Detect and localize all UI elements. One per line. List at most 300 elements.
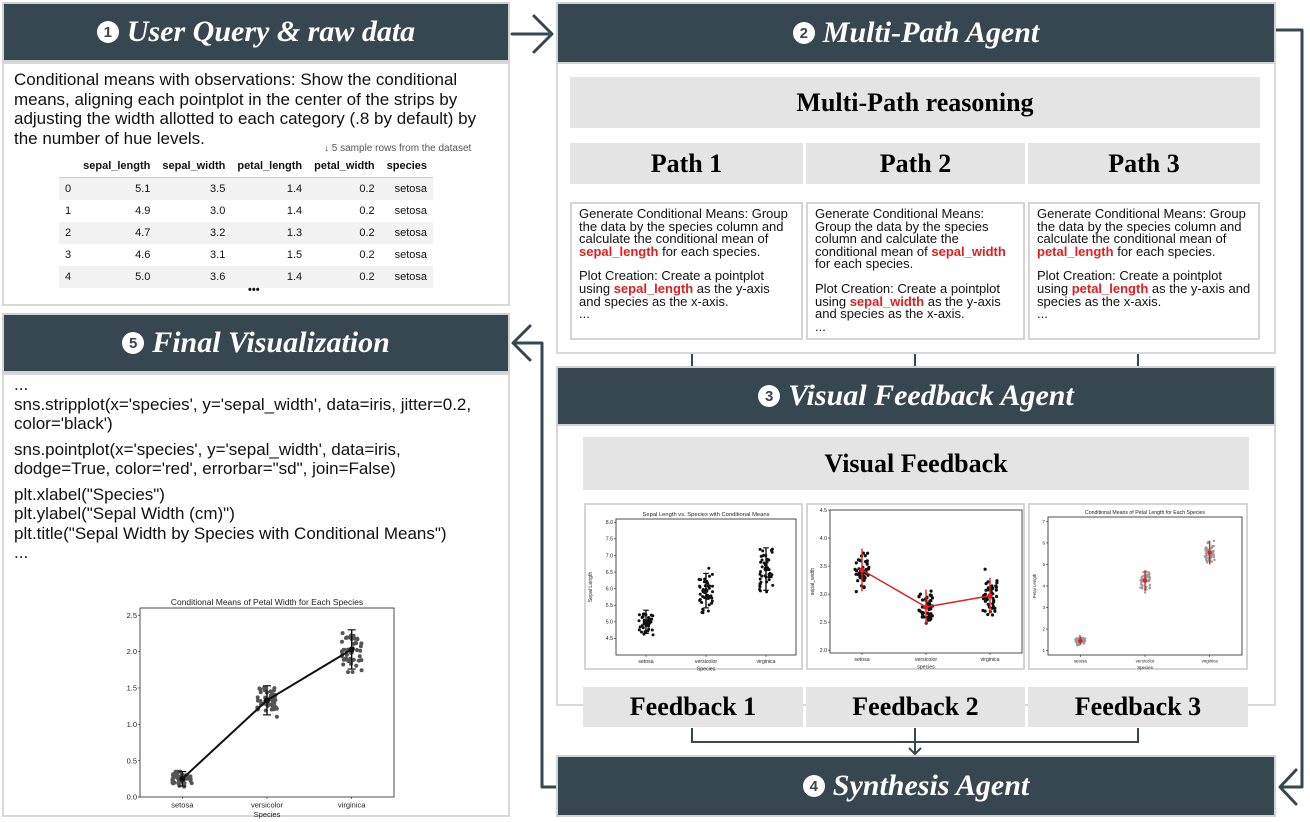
observation-point — [1139, 579, 1141, 581]
path-2-description — [806, 202, 1025, 340]
observation-point — [638, 613, 641, 616]
observation-point — [865, 568, 868, 571]
chart-title: Sepal Length vs. Species with Conditional Means — [642, 512, 770, 518]
observation-point — [708, 603, 711, 606]
x-tick-label: setosa — [171, 800, 194, 810]
variable-highlight: petal_length — [1037, 243, 1114, 259]
mean-point — [1143, 578, 1147, 582]
table-cell: 5.0 — [77, 266, 156, 288]
observation-point — [863, 586, 866, 589]
observation-point — [759, 578, 762, 581]
observation-point — [1213, 540, 1215, 542]
mean-point — [1078, 639, 1082, 643]
observation-point — [707, 610, 710, 613]
observation-point — [855, 590, 858, 593]
observation-point — [171, 781, 175, 785]
observation-point — [1140, 581, 1142, 583]
y-tick-label: 6.5 — [605, 569, 613, 576]
observation-point — [857, 558, 860, 561]
path-text: as the y-axis and species as the x-axis. — [579, 280, 770, 309]
observation-point — [710, 594, 713, 597]
observation-point — [358, 649, 362, 653]
observation-point — [642, 615, 645, 618]
observation-point — [638, 619, 641, 622]
code-line: plt.xlabel("Species") plt.ylabel("Sepal Width (cm)") plt.title("Sepal Width by Species with Conditional Means") ... — [14, 484, 447, 562]
observation-point — [866, 563, 869, 566]
observation-point — [344, 636, 348, 640]
table-cell: 3.6 — [156, 266, 231, 288]
observation-point — [353, 637, 357, 641]
table-row — [59, 222, 433, 244]
observation-point — [358, 654, 362, 658]
y-tick-label: 7.0 — [605, 553, 613, 560]
observation-point — [340, 649, 344, 653]
table-cell: 0.2 — [359, 249, 375, 261]
observation-point — [708, 587, 711, 590]
variable-highlight: sepal_length — [579, 243, 659, 259]
observation-point — [1204, 547, 1206, 549]
mean-point — [644, 619, 649, 624]
observation-point — [864, 554, 867, 557]
x-tick-label: virginica — [980, 657, 1000, 664]
observation-point — [711, 573, 714, 576]
observation-point — [866, 552, 869, 555]
query-header — [2, 2, 510, 62]
observation-point — [640, 631, 643, 634]
x-tick-label: versicolor — [914, 657, 938, 664]
x-tick-label: virginica — [756, 659, 776, 666]
table-cell: 4 — [59, 266, 77, 288]
table-cell: 4.9 — [135, 205, 151, 217]
code-line: sns.stripplot(x='species', y='sepal_width', data=iris, jitter=0.2, color='black') — [14, 394, 472, 433]
variable-highlight: sepal_length — [613, 280, 694, 296]
observation-point — [984, 568, 987, 571]
table-cell: 3.1 — [210, 249, 226, 261]
mean-point — [764, 567, 769, 572]
y-tick-label: 2 — [1042, 626, 1045, 632]
path-text: Plot Creation: Create a pointplot using — [815, 280, 1000, 309]
multipath-header — [556, 2, 1276, 64]
x-axis-label: species — [917, 664, 935, 671]
observation-point — [1079, 635, 1081, 637]
table-cell: 3 — [65, 249, 72, 261]
observation-point — [1213, 545, 1215, 547]
observation-point — [856, 579, 859, 582]
y-tick-label: 2.0 — [819, 648, 827, 655]
mean-point — [859, 567, 864, 572]
table-cell: setosa — [381, 178, 433, 201]
table-cell: 4.7 — [77, 222, 156, 244]
observation-point — [270, 708, 274, 712]
observation-point — [1211, 560, 1213, 562]
visual-feedback-box: Visual Feedback — [583, 437, 1249, 490]
path-text: for each species. — [1117, 243, 1216, 259]
table-cell: 3.5 — [156, 178, 231, 201]
x-tick-label: setosa — [638, 659, 654, 666]
final-chart — [108, 585, 398, 817]
observation-point — [1077, 644, 1079, 646]
y-tick-label: 6 — [1042, 540, 1045, 546]
path-text: Plot Creation: Create a pointplot using — [579, 268, 764, 296]
observation-point — [758, 582, 761, 585]
x-axis-label: Species — [1137, 664, 1153, 670]
observation-point — [699, 578, 702, 581]
path-text: as the y-axis and species as the x-axis. — [815, 293, 1001, 322]
y-tick-label: 5.0 — [605, 619, 613, 626]
sample-table — [59, 155, 433, 288]
observation-point — [770, 549, 773, 552]
mean-point — [987, 593, 992, 598]
observation-point — [707, 597, 710, 600]
badge-5: 5 — [122, 332, 144, 354]
table-cell: 3.2 — [156, 222, 231, 244]
y-tick-label: 3.0 — [819, 591, 827, 598]
observation-point — [348, 636, 352, 640]
multipath-reasoning-box: Multi-Path reasoning — [570, 77, 1260, 128]
y-tick-label: 1.5 — [126, 683, 137, 693]
table-cell: 3.0 — [210, 205, 226, 217]
observation-point — [357, 659, 361, 663]
observation-point — [863, 576, 866, 579]
observation-point — [917, 609, 920, 612]
y-axis-label: sepal_width — [810, 567, 816, 596]
observation-point — [921, 598, 924, 601]
observation-point — [855, 569, 858, 572]
observation-point — [699, 586, 702, 589]
path-text: Generate Conditional Means: Group the data by the species column and calculate the conditional mean of — [1037, 206, 1246, 247]
table-cell: 0.2 — [308, 222, 381, 244]
mean-point — [264, 697, 270, 703]
observation-point — [927, 613, 930, 616]
observation-point — [1141, 585, 1143, 587]
observation-point — [707, 567, 710, 570]
y-tick-label: 0.5 — [126, 756, 137, 766]
y-tick-label: 5 — [1042, 561, 1045, 567]
final-title: Final Visualization — [152, 326, 390, 359]
observation-point — [1146, 571, 1148, 573]
table-column-header: sepal_length — [77, 155, 156, 178]
observation-point — [758, 588, 761, 591]
observation-point — [929, 593, 932, 596]
observation-point — [652, 633, 655, 636]
table-ellipsis: ••• — [248, 284, 260, 296]
observation-point — [271, 700, 275, 704]
sample-note: ↓ 5 sample rows from the dataset — [324, 143, 472, 154]
table-header-row — [59, 155, 433, 178]
observation-point — [190, 781, 194, 785]
table-cell: setosa — [381, 222, 433, 244]
observation-point — [699, 593, 702, 596]
y-tick-label: 2.5 — [126, 610, 137, 620]
observation-point — [759, 561, 762, 564]
observation-point — [340, 640, 344, 644]
observation-point — [919, 593, 922, 596]
observation-point — [177, 782, 181, 786]
observation-point — [701, 611, 704, 614]
observation-point — [1147, 575, 1149, 577]
x-tick-label: setosa — [1073, 658, 1087, 664]
table-cell: 1.4 — [231, 178, 308, 201]
observation-point — [928, 618, 931, 621]
feedback-2-label: Feedback 2 — [806, 687, 1025, 727]
observation-point — [1148, 580, 1150, 582]
observation-point — [341, 663, 345, 667]
observation-point — [992, 599, 995, 602]
observation-point — [711, 600, 714, 603]
mean-point — [349, 646, 355, 652]
observation-point — [854, 573, 857, 576]
badge-3: 3 — [758, 385, 780, 407]
observation-point — [275, 715, 279, 719]
synthesis-title: Synthesis Agent — [832, 769, 1030, 802]
observation-point — [711, 585, 714, 588]
observation-point — [928, 599, 931, 602]
observation-point — [647, 616, 650, 619]
badge-4: 4 — [803, 775, 825, 797]
y-tick-label: 8.0 — [605, 520, 613, 527]
observation-point — [759, 548, 762, 551]
observation-point — [771, 584, 774, 587]
variable-highlight: sepal_width — [849, 293, 925, 309]
table-cell: setosa — [394, 249, 428, 261]
y-tick-label: 3.5 — [819, 563, 827, 570]
path-1-label: Path 1 — [570, 143, 803, 184]
observation-point — [995, 595, 998, 598]
y-tick-label: 4.0 — [819, 535, 827, 542]
observation-point — [1083, 642, 1085, 644]
observation-point — [759, 585, 762, 588]
x-tick-label: versicolor — [250, 800, 284, 810]
observation-point — [986, 580, 989, 583]
badge-2: 2 — [793, 22, 815, 44]
feedback-chart-3 — [1030, 505, 1246, 668]
variable-highlight: petal_length — [1071, 280, 1149, 296]
path-text: Generate Conditional Means: Group the data by the species column and calculate the conditional mean of — [815, 206, 989, 259]
mean-point — [704, 588, 709, 593]
query-panel — [2, 62, 510, 306]
table-cell: 0.2 — [308, 266, 381, 288]
table-row — [59, 244, 433, 266]
observation-point — [642, 626, 645, 629]
table-cell: 4.6 — [135, 249, 151, 261]
observation-point — [984, 610, 987, 613]
observation-point — [1144, 591, 1146, 593]
feedback-3-label: Feedback 3 — [1028, 687, 1248, 727]
variable-highlight: sepal_width — [931, 243, 1006, 259]
table-cell: 1.3 — [231, 222, 308, 244]
observation-point — [651, 629, 654, 632]
y-tick-label: 2.0 — [126, 647, 137, 657]
observation-point — [1149, 584, 1151, 586]
observation-point — [1075, 640, 1077, 642]
observation-point — [259, 690, 263, 694]
table-cell: 0.2 — [359, 205, 375, 217]
y-tick-label: 1.0 — [126, 719, 137, 729]
observation-point — [995, 589, 998, 592]
y-tick-label: 7.5 — [605, 536, 613, 543]
observation-point — [274, 705, 278, 709]
observation-point — [256, 695, 260, 699]
table-cell: 5.1 — [77, 178, 156, 201]
observation-point — [648, 620, 651, 623]
observation-point — [1148, 573, 1150, 575]
observation-point — [759, 570, 762, 573]
feedback-chart-1 — [586, 505, 801, 673]
x-tick-label: setosa — [854, 657, 870, 664]
table-cell: setosa — [394, 205, 428, 217]
table-cell: 0.2 — [308, 178, 381, 201]
observation-point — [360, 668, 364, 672]
table-cell: 1.4 — [286, 205, 303, 217]
query-text: Conditional means with observations: Show the conditional means, aligning each pointplot in the center of the strips by adjusting the width allotted to each category (.8 by default) by the number of hue levels. — [14, 70, 477, 148]
observation-point — [698, 599, 701, 602]
path-more: ... — [1037, 306, 1048, 322]
final-chart-wrap — [108, 585, 398, 817]
observation-point — [921, 613, 924, 616]
chart-title: Conditional Means of Petal Width for Each Species — [170, 597, 364, 607]
feedback-chart-2 — [808, 505, 1023, 671]
table-column-header: sepal_width — [156, 155, 231, 178]
feedback-1-label: Feedback 1 — [583, 687, 803, 727]
observation-point — [857, 572, 860, 575]
observation-point — [992, 607, 995, 610]
x-tick-label: virginica — [1201, 658, 1218, 664]
observation-point — [639, 626, 642, 629]
feedback-plot-2 — [806, 503, 1025, 670]
observation-point — [269, 689, 273, 693]
table-cell: 2 — [59, 222, 77, 244]
badge-1: 1 — [97, 21, 119, 43]
observation-point — [760, 555, 763, 558]
y-tick-label: 4.5 — [605, 636, 613, 643]
observation-point — [993, 610, 996, 613]
feedback-title: Visual Feedback Agent — [788, 379, 1074, 412]
observation-point — [759, 573, 762, 576]
y-tick-label: 3 — [1042, 605, 1045, 611]
observation-point — [351, 670, 355, 674]
observation-point — [638, 628, 641, 631]
table-column-header: petal_width — [308, 155, 381, 178]
y-axis-label: Petal Length — [1032, 573, 1037, 599]
observation-point — [647, 625, 650, 628]
observation-point — [647, 628, 650, 631]
observation-point — [1205, 559, 1207, 561]
observation-point — [761, 549, 764, 552]
observation-point — [1142, 575, 1144, 577]
table-index-header — [59, 155, 77, 178]
observation-point — [354, 641, 358, 645]
table-column-header: petal_length — [231, 155, 308, 178]
table-row — [59, 178, 433, 201]
table-cell: setosa — [381, 266, 433, 288]
mean-point — [179, 776, 185, 782]
observation-point — [986, 613, 989, 616]
mean-point — [923, 604, 928, 609]
table-row — [59, 266, 433, 288]
observation-point — [768, 578, 771, 581]
observation-point — [187, 776, 191, 780]
y-tick-label: 4 — [1042, 583, 1045, 589]
observation-point — [1213, 559, 1215, 561]
y-tick-label: 7 — [1042, 518, 1045, 524]
feedback-plot-1 — [584, 503, 803, 673]
observation-point — [651, 614, 654, 617]
observation-point — [1204, 555, 1206, 557]
observation-point — [708, 575, 711, 578]
code-line: sns.pointplot(x='species', y='sepal_width', data=iris, dodge=True, color='red', errorbar="sd", join=False) — [14, 439, 401, 478]
observation-point — [1206, 561, 1208, 563]
final-panel — [2, 373, 510, 817]
path-3-description — [1028, 202, 1260, 340]
y-axis-label: Sepal Length — [588, 571, 594, 603]
feedback-header — [556, 366, 1276, 426]
table-row — [59, 200, 433, 222]
x-tick-label: versicolor — [694, 659, 718, 666]
observation-point — [761, 565, 764, 568]
observation-point — [354, 664, 358, 668]
table-cell: 1 — [65, 205, 72, 217]
y-tick-label: 2.5 — [819, 619, 827, 626]
observation-point — [769, 572, 772, 575]
observation-point — [855, 561, 858, 564]
observation-point — [1204, 549, 1206, 551]
observation-point — [257, 687, 261, 691]
observation-point — [346, 670, 350, 674]
observation-point — [995, 579, 998, 582]
observation-point — [1211, 554, 1213, 556]
observation-point — [359, 644, 363, 648]
observation-point — [987, 603, 990, 606]
y-tick-label: 5.5 — [605, 603, 613, 610]
feedback-plot-3 — [1028, 503, 1248, 670]
path-1-description — [570, 202, 803, 340]
mean-point — [1207, 550, 1211, 554]
observation-point — [344, 656, 348, 660]
code-line: ... — [14, 375, 29, 394]
table-cell: 1.4 — [231, 266, 308, 288]
x-axis-label: Species — [696, 666, 716, 673]
chart-title: Conditional Means of Petal Length for Each Species — [1085, 510, 1205, 516]
x-axis-label: Species — [253, 810, 281, 819]
observation-point — [1206, 542, 1208, 544]
observation-point — [711, 590, 714, 593]
y-tick-label: 1 — [1042, 648, 1045, 654]
path-text: Generate Conditional Means: Group the data by the species column and calculate the conditional mean of — [579, 206, 788, 247]
path-text: Plot Creation: Create a pointplot using — [1037, 268, 1222, 296]
y-tick-label: 0.0 — [126, 792, 137, 802]
path-3-label: Path 3 — [1028, 143, 1260, 184]
y-tick-label: 6.0 — [605, 586, 613, 593]
path-more: ... — [579, 306, 590, 322]
x-tick-label: versicolor — [1135, 658, 1155, 664]
synthesis-header — [556, 755, 1276, 817]
path-text: for each species. — [662, 243, 761, 259]
observation-point — [1213, 556, 1215, 558]
observation-point — [768, 575, 771, 578]
observation-point — [1149, 587, 1151, 589]
query-title: User Query & raw data — [126, 15, 416, 48]
observation-point — [1084, 638, 1086, 640]
multipath-title: Multi-Path Agent — [822, 16, 1040, 49]
observation-point — [930, 590, 933, 593]
final-header — [2, 313, 510, 373]
observation-point — [867, 566, 870, 569]
final-code — [14, 375, 500, 563]
observation-point — [341, 631, 345, 635]
sample-table-wrap — [59, 155, 433, 288]
table-column-header: species — [381, 155, 433, 178]
table-cell: 1.5 — [286, 249, 303, 261]
